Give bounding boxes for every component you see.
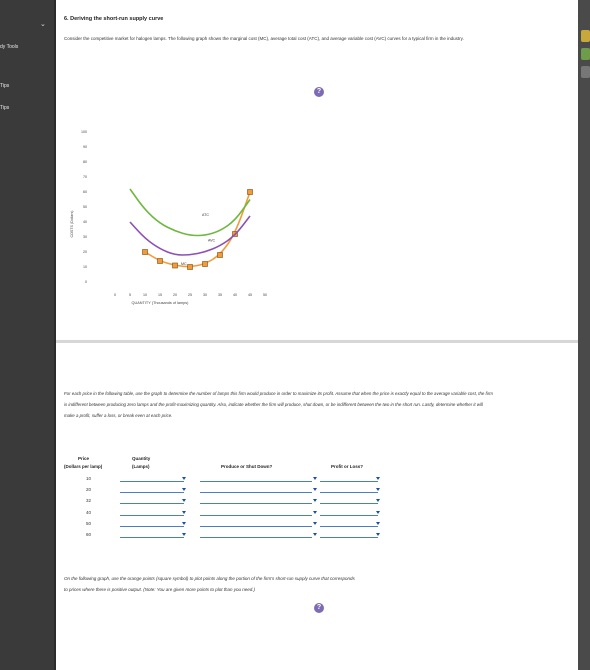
instructions-text: For each price in the following table, use the graph to determine the number of lamps this firm would produce in order to maximize its profit. Assume that when the price is exactly equal to the average variable cost, the firm is indifferent between producing zero lamps and the profit-maximizing quantity. Also, indicate whether the firm will produce, shut down, or be indifferent between the two in the short run. Lastly, determine whether it will make a profit, suffer a loss, or break even at each price. (64, 391, 493, 418)
profit-dropdown[interactable] (320, 526, 378, 527)
y-tick-label: 40 (83, 220, 87, 225)
price-cell: 20 (86, 487, 92, 493)
x-axis-label: QUANTITY (Thousands of lamps) (131, 301, 189, 305)
produce-dropdown[interactable] (200, 537, 312, 538)
x-tick-label: 40 (233, 293, 237, 297)
dropdown-arrow-icon[interactable] (182, 499, 186, 502)
help-icon[interactable]: ? (314, 603, 324, 613)
y-tick-label: 30 (83, 235, 87, 240)
mc-point (218, 253, 223, 258)
dropdown-arrow-icon[interactable] (182, 533, 186, 536)
dropdown-arrow-icon[interactable] (376, 488, 380, 491)
plot-instructions-line-2: to prices where there is positive output. (Note: You are given more points to plot than you need.) (64, 587, 256, 592)
mc-point (143, 250, 148, 255)
x-tick-label: 0 (114, 293, 116, 297)
dropdown-arrow-icon[interactable] (313, 488, 317, 491)
quantity-dropdown[interactable] (120, 492, 184, 493)
price-cell: 50 (86, 520, 92, 526)
plot-instructions-line-1: On the following graph, use the orange points (square symbol) to plot points along the portion of the firm's short-run supply curve that corresponds (64, 576, 355, 581)
price-unit-header: (Dollars per lamp) (64, 464, 103, 469)
dropdown-arrow-icon[interactable] (376, 511, 380, 514)
produce-dropdown[interactable] (200, 492, 312, 493)
sidebar-item-tips[interactable]: Tips (0, 83, 10, 89)
curve-label-avc: AVC (208, 238, 216, 243)
y-axis-label: COSTS (Dollars) (70, 210, 74, 238)
price-header: Price (78, 456, 90, 461)
dropdown-arrow-icon[interactable] (182, 477, 186, 480)
profit-dropdown[interactable] (320, 481, 378, 482)
x-tick-label: 50 (263, 293, 267, 297)
profit-dropdown[interactable] (320, 492, 378, 493)
mc-point (188, 265, 193, 270)
help-icon[interactable]: ? (314, 87, 324, 97)
produce-dropdown[interactable] (200, 481, 312, 482)
y-tick-label: 20 (83, 250, 87, 255)
profit-dropdown[interactable] (320, 515, 378, 516)
x-tick-label: 15 (158, 293, 162, 297)
x-tick-label: 5 (129, 293, 131, 297)
dropdown-arrow-icon[interactable] (376, 499, 380, 502)
price-cell: 60 (86, 532, 92, 537)
dropdown-arrow-icon[interactable] (313, 533, 317, 536)
dropdown-arrow-icon[interactable] (313, 511, 317, 514)
sidebar-item-study-tools[interactable]: dy Tools (0, 44, 19, 50)
profit-dropdown[interactable] (320, 537, 378, 538)
quantity-dropdown[interactable] (120, 537, 184, 538)
mc-point (203, 262, 208, 267)
price-cell: 10 (86, 476, 92, 481)
dropdown-arrow-icon[interactable] (376, 533, 380, 536)
mc-point (158, 259, 163, 264)
dropdown-arrow-icon[interactable] (313, 499, 317, 502)
profit-dropdown[interactable] (320, 503, 378, 504)
x-tick-label: 45 (248, 293, 252, 297)
chevron-down-icon[interactable]: ⌄ (40, 21, 46, 28)
y-tick-label: 100 (81, 130, 87, 135)
quantity-dropdown[interactable] (120, 526, 184, 527)
dropdown-arrow-icon[interactable] (376, 477, 380, 480)
x-tick-label: 30 (203, 293, 207, 297)
y-tick-label: 10 (83, 265, 87, 270)
quantity-header: Quantity (132, 456, 151, 461)
produce-dropdown[interactable] (200, 503, 312, 504)
dropdown-arrow-icon[interactable] (313, 477, 317, 480)
mc-point (173, 263, 178, 268)
sidebar-item-tips-2[interactable]: Tips (0, 105, 10, 111)
quantity-dropdown[interactable] (120, 503, 184, 504)
y-tick-label: 70 (83, 175, 87, 180)
dropdown-arrow-icon[interactable] (182, 522, 186, 525)
curve-label-mc: MC (181, 262, 187, 266)
plot-instructions (64, 573, 514, 595)
curve-label-atc: ATC (202, 213, 209, 217)
produce-dropdown[interactable] (200, 526, 312, 527)
dropdown-arrow-icon[interactable] (182, 511, 186, 514)
x-tick-label: 10 (143, 293, 147, 297)
dropdown-arrow-icon[interactable] (376, 522, 380, 525)
dropdown-arrow-icon[interactable] (182, 488, 186, 491)
x-tick-label: 25 (188, 293, 192, 297)
produce-header: Produce or Shut Down? (221, 464, 273, 469)
quantity-dropdown[interactable] (120, 481, 184, 482)
price-cell: 40 (86, 509, 92, 515)
mc-point (248, 190, 253, 195)
y-tick-label: 90 (83, 145, 87, 150)
y-tick-label: 80 (83, 160, 87, 165)
y-tick-label: 0 (85, 280, 87, 285)
dropdown-arrow-icon[interactable] (313, 522, 317, 525)
produce-dropdown[interactable] (200, 515, 312, 516)
y-tick-label: 50 (83, 205, 87, 210)
y-tick-label: 60 (83, 190, 87, 195)
intro-text: Consider the competitive market for halogen lamps. The following graph shows the marginal cost (MC), average total cost (ATC), and average variable cost (AVC) curves for a typical firm in the industry. (64, 36, 464, 41)
quantity-unit-header: (Lamps) (132, 464, 150, 469)
price-cell: 32 (86, 498, 92, 504)
mc-curve (145, 192, 250, 267)
atc-curve (130, 189, 250, 236)
x-tick-label: 35 (218, 293, 222, 297)
profit-header: Profit or Loss? (331, 464, 364, 469)
quantity-dropdown[interactable] (120, 515, 184, 516)
x-tick-label: 20 (173, 293, 177, 297)
page-title: 6. Deriving the short-run supply curve (64, 16, 164, 22)
